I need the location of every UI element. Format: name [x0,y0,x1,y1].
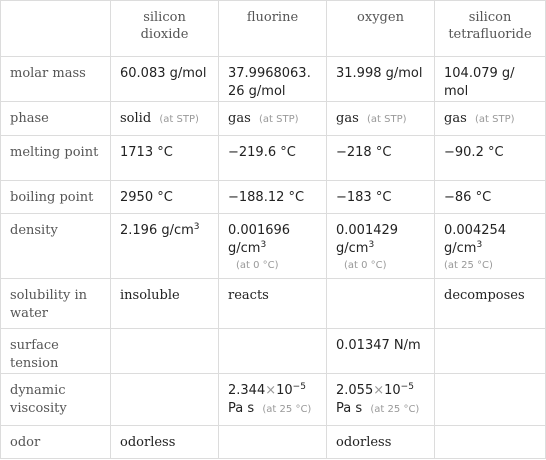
phase-value: solid [120,111,152,126]
row-surface-tension [1,329,546,374]
row-molar-mass [1,57,546,102]
boiling-point-silicon-dioxide: 2950 °C [111,181,219,214]
surface-tension-fluorine [219,329,327,374]
column-header-oxygen: oxygen [327,1,435,57]
density-fluorine [219,214,327,279]
melting-point-silicon-tetrafluoride: −90.2 °C [435,136,546,181]
density-silicon-tetrafluoride [435,214,546,279]
column-header-fluorine: fluorine [219,1,327,57]
row-dynamic-viscosity [1,374,546,426]
density-value: 0.001429 g/cm [336,223,399,256]
odor-fluorine [219,426,327,459]
column-header-silicon-dioxide: silicon dioxide [111,1,219,57]
surface-tension-silicon-dioxide [111,329,219,374]
boiling-point-fluorine: −188.12 °C [219,181,327,214]
row-boiling-point [1,181,546,214]
dynamic-viscosity-oxygen [327,374,435,426]
viscosity-note: (at 25 °C) [370,404,420,415]
melting-point-oxygen: −218 °C [327,136,435,181]
melting-point-fluorine: −219.6 °C [219,136,327,181]
dynamic-viscosity-silicon-tetrafluoride [435,374,546,426]
solubility-oxygen [327,279,435,329]
odor-silicon-dioxide: odorless [111,426,219,459]
times-sign: × [265,383,277,398]
phase-oxygen [327,102,435,136]
viscosity-mantissa: 2.344 [228,383,266,398]
boiling-point-oxygen: −183 °C [327,181,435,214]
row-label-solubility: solubility in water [1,279,111,329]
viscosity-unit: Pa s [336,401,363,416]
phase-note: (at STP) [367,114,407,125]
column-header-silicon-tetrafluoride: silicon tetrafluoride [435,1,546,57]
viscosity-base: 10 [276,383,293,398]
row-label-molar-mass: molar mass [1,57,111,102]
dynamic-viscosity-silicon-dioxide [111,374,219,426]
row-label-melting-point: melting point [1,136,111,181]
density-note: (at 0 °C) [236,260,279,271]
row-density [1,214,546,279]
phase-silicon-tetrafluoride [435,102,546,136]
viscosity-exponent: −5 [400,382,414,392]
phase-note: (at STP) [259,114,299,125]
phase-value: gas [228,111,251,126]
row-label-density: density [1,214,111,279]
viscosity-note: (at 25 °C) [262,404,312,415]
phase-value: gas [444,111,467,126]
phase-note: (at STP) [475,114,515,125]
density-value: 0.001696 g/cm [228,223,291,256]
row-melting-point [1,136,546,181]
odor-oxygen: odorless [327,426,435,459]
phase-value: gas [336,111,359,126]
melting-point-silicon-dioxide: 1713 °C [111,136,219,181]
phase-silicon-dioxide [111,102,219,136]
row-label-odor: odor [1,426,111,459]
density-note: (at 25 °C) [444,260,493,271]
density-value: 2.196 g/cm [120,223,194,238]
row-label-dynamic-viscosity: dynamic viscosity [1,374,111,426]
solubility-silicon-tetrafluoride: decomposes [435,279,546,329]
solubility-silicon-dioxide: insoluble [111,279,219,329]
density-exponent: 3 [368,240,375,250]
molar-mass-silicon-dioxide: 60.083 g/mol [111,57,219,102]
viscosity-mantissa: 2.055 [336,383,374,398]
viscosity-base: 10 [384,383,401,398]
viscosity-unit: Pa s [228,401,255,416]
header-row [1,1,546,57]
row-odor [1,426,546,459]
molar-mass-silicon-tetrafluoride: 104.079 g/ mol [435,57,546,102]
density-note: (at 0 °C) [344,260,387,271]
viscosity-exponent: −5 [292,382,306,392]
row-label-phase: phase [1,102,111,136]
density-exponent: 3 [260,240,267,250]
surface-tension-silicon-tetrafluoride [435,329,546,374]
phase-note: (at STP) [159,114,199,125]
density-exponent: 3 [476,240,483,250]
row-label-surface-tension: surface tension [1,329,111,374]
solubility-fluorine: reacts [219,279,327,329]
corner-cell [1,1,111,57]
boiling-point-silicon-tetrafluoride: −86 °C [435,181,546,214]
surface-tension-oxygen: 0.01347 N/m [327,329,435,374]
density-value: 0.004254 g/cm [444,223,507,256]
phase-fluorine [219,102,327,136]
density-exponent: 3 [193,222,200,232]
molar-mass-fluorine: 37.9968063․ 26 g/mol [219,57,327,102]
row-label-boiling-point: boiling point [1,181,111,214]
row-solubility [1,279,546,329]
density-oxygen [327,214,435,279]
dynamic-viscosity-fluorine [219,374,327,426]
row-phase [1,102,546,136]
odor-silicon-tetrafluoride [435,426,546,459]
molar-mass-oxygen: 31.998 g/mol [327,57,435,102]
times-sign: × [373,383,385,398]
density-silicon-dioxide [111,214,219,279]
